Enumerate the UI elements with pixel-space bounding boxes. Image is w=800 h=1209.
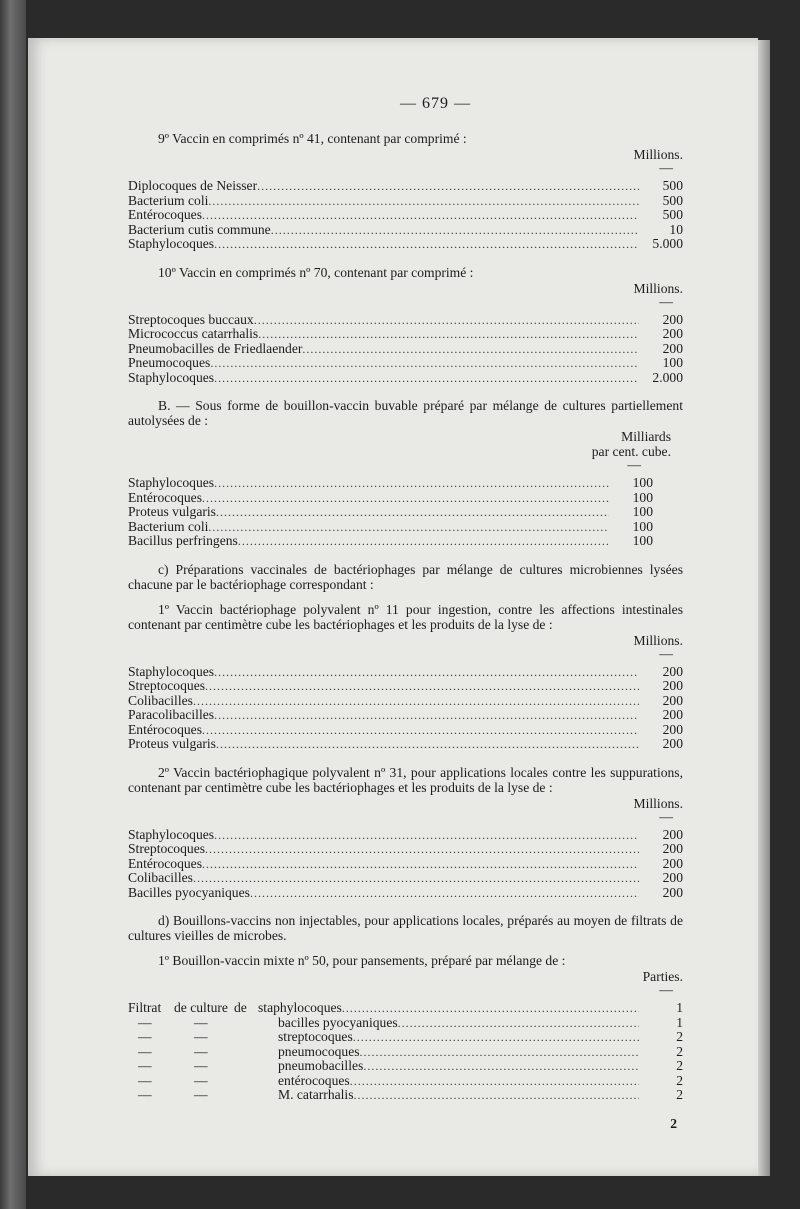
secC2-list [128,827,683,900]
secB-unit [128,429,683,471]
ditto-dash: — [138,1087,152,1102]
sec9-unit [128,147,683,174]
list-item [128,1044,683,1059]
list-item: Entérocoques ..... 100 [128,490,653,505]
secD1-unit-label: Parties. [642,969,683,984]
unit-dash: — [659,160,673,175]
ditto-dash: — [194,1058,208,1073]
item-value: 2 [676,1029,683,1044]
unit-dash: — [659,982,673,997]
ditto-dash: — [194,1072,208,1088]
list-item [128,1015,683,1030]
list-item: Paracolibacilles ..... 200 [128,707,683,722]
secD-heading: d) Bouillons-vaccins non injectables, pour applications locales, préparés au moyen de filtrats de cultures vieilles de microbes. [128,913,683,943]
item-value: 1 [676,1000,683,1015]
culture-word: de culture [174,1000,228,1015]
list-item [128,1073,683,1088]
sec9-unit-label: Millions. [633,147,683,162]
filtrat-word: Filtrat [128,1000,162,1015]
de-word: de [234,1000,247,1015]
sec10-heading: 10º Vaccin en comprimés nº 70, contenant par comprimé : [158,264,474,280]
list-item: Bacilles pyocyaniques ..... 200 [128,885,683,900]
item-name: pneumobacilles [278,1058,364,1073]
item-value: 2 [676,1058,683,1073]
list-item: Proteus vulgaris ..... 100 [128,504,653,519]
item-name: M. catarrhalis [278,1087,354,1102]
sec10-unit-label: Millions. [633,280,683,296]
list-item: Staphylocoques ..... 2.000 [128,370,683,385]
item-value: 2 [676,1043,683,1059]
secD1-unit [128,969,683,996]
list-item: Colibacilles ..... 200 [128,870,683,885]
list-item: Streptocoques buccaux ..... 200 [128,312,683,327]
ditto-dash: — [194,1029,208,1044]
item-value: 2 [676,1087,683,1102]
secB-unit-line1: Milliards [621,429,671,444]
list-item: Bacterium coli ..... 500 [128,193,683,208]
list-item: Colibacilles ..... 200 [128,693,683,708]
secC2-unit [128,796,683,823]
list-item: Entérocoques ..... 200 [128,856,683,871]
list-item: Pneumobacilles de Friedlaender ..... 200 [128,341,683,356]
list-item: Proteus vulgaris ..... 200 [128,736,683,751]
item-name: streptocoques [278,1029,353,1044]
item-value: 2 [676,1072,683,1088]
list-item: Staphylocoques ..... 200 [128,827,683,842]
item-name: staphylocoques [258,1000,342,1015]
ditto-dash: — [194,1043,208,1059]
ditto-dash: — [138,1072,152,1088]
list-item: Pneumocoques ..... 100 [128,355,683,370]
signature-mark: 2 [670,1115,677,1131]
list-item [128,1087,683,1102]
page-content [128,96,683,1131]
ditto-dash: — [194,1087,208,1102]
secD1-heading: 1º Bouillon-vaccin mixte nº 50, pour pansements, préparé par mélange de : [158,953,566,968]
list-item: Bacterium coli ..... 100 [128,519,653,534]
list-item: Micrococcus catarrhalis ..... 200 [128,326,683,341]
secB-unit-line2: par cent. cube. [591,444,671,459]
ditto-dash: — [138,1029,152,1044]
unit-dash: — [659,808,673,824]
list-item [128,1000,683,1015]
secC-heading: c) Préparations vaccinales de bactériophages par mélange de cultures microbiennes lysées chacune par le bactériophage correspondant : [128,561,683,592]
document-page [28,38,758,1176]
sec10-list [128,312,683,385]
unit-dash: — [627,457,641,472]
item-name: pneumocoques [278,1043,360,1059]
sec9-list [128,178,683,251]
secC1-list [128,664,683,751]
secC2-unit-label: Millions. [633,795,683,811]
secC2-heading: 2º Vaccin bactériophagique polyvalent nº 31, pour applications locales contre les suppurations, contenant par centimètre cube les bactériophages et les produits de la lyse de : [128,764,683,795]
sec9-heading: 9º Vaccin en comprimés nº 41, contenant par comprimé : [158,131,467,146]
list-item: Streptocoques ..... 200 [128,841,683,856]
ditto-dash: — [194,1014,208,1030]
unit-dash: — [659,645,673,661]
list-item: Diplocoques de Neisser ..... 500 [128,178,683,193]
page-edge [758,40,770,1176]
list-item [128,1058,683,1073]
list-item: Staphylocoques ..... 100 [128,475,653,490]
list-item: Staphylocoques ..... 200 [128,664,683,679]
secC1-unit-label: Millions. [633,632,683,648]
unit-dash: — [659,293,673,309]
secB-list [128,475,683,548]
item-value: 1 [676,1014,683,1030]
sec10-unit [128,281,683,308]
list-item: Bacterium cutis commune ..... 10 [128,222,683,237]
secC1-unit [128,633,683,660]
list-item: Streptocoques ..... 200 [128,678,683,693]
page-number: — 679 — [400,95,471,112]
list-item [128,1029,683,1044]
secC1-heading: 1º Vaccin bactériophage polyvalent nº 11 pour ingestion, contre les affections intestinales contenant par centimètre cube les bactériophages et les produits de la lyse de : [128,601,683,632]
facing-page-edge [0,0,26,1209]
list-item: Staphylocoques ..... 5.000 [128,236,683,251]
ditto-dash: — [138,1043,152,1059]
secB-heading: B. — Sous forme de bouillon-vaccin buvable préparé par mélange de cultures partiellement autolysées de : [128,398,683,428]
list-item: Entérocoques ..... 500 [128,207,683,222]
ditto-dash: — [138,1058,152,1073]
list-item: Bacillus perfringens ..... 100 [128,533,653,548]
item-name: bacilles pyocyaniques [278,1014,398,1030]
item-name: entérocoques [278,1072,350,1088]
ditto-dash: — [138,1014,152,1030]
secD1-list [128,1000,683,1102]
list-item: Entérocoques ..... 200 [128,722,683,737]
